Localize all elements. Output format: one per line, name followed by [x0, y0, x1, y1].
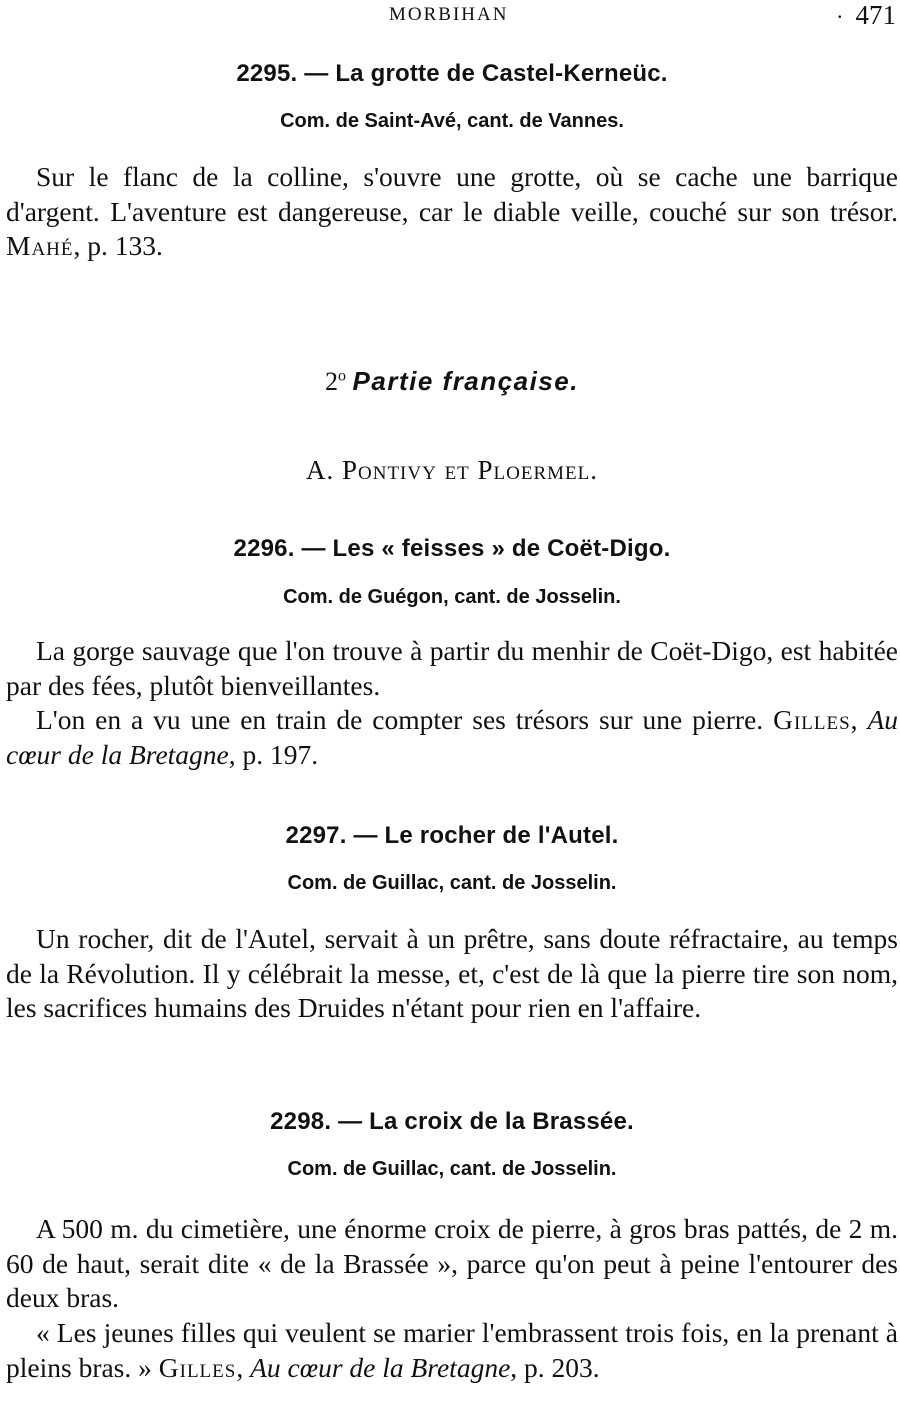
page-header — [0, 0, 900, 40]
citation-ref: , p. 197. — [228, 738, 319, 770]
section-number: 2 — [325, 367, 339, 396]
entry-heading: — La croix de la Brassée. — [338, 1108, 634, 1135]
paragraph-text: L'on en a vu une en train de compter ses trésors sur une pierre. — [36, 704, 774, 735]
entry-2297-location: Com. de Guillac, cant. de Josselin. — [287, 872, 617, 894]
entry-2298-paragraph-1: A 500 m. du cimetière, une énorme croix de pierre, à gros bras pattés, de 2 m. 60 de haut, serait dite « de la Brassée », parce qu'on peut à peine l'entourer des deux bras. — [6, 1213, 898, 1313]
page-number: · 471 — [836, 0, 896, 30]
citation-ref: , p. 203. — [510, 1351, 600, 1383]
entry-number: 2295. — [236, 60, 298, 87]
paragraph-text: Sur le flanc de la colline, s'ouvre une grotte, où se cache une barrique d'argent. L'aventure est dangereuse, car le diable veille, couché sur son trésor. — [6, 161, 898, 227]
subsection-title: Pontivy et Ploermel. — [341, 455, 599, 485]
citation-ref: , p. 133. — [73, 230, 163, 261]
citation-sep: , — [236, 1351, 251, 1383]
running-head: MORBIHAN — [389, 4, 509, 25]
entry-2298-title — [6, 1108, 898, 1136]
entry-heading: — La grotte de Castel-Kerneüc. — [304, 60, 668, 87]
citation-author: Mahé — [6, 230, 74, 261]
citation-sep: , — [850, 704, 868, 735]
section-ordinal: o — [338, 367, 347, 385]
entry-heading: — Le rocher de l'Autel. — [353, 822, 619, 849]
entry-2297-title — [6, 822, 898, 850]
entry-2295-title — [6, 60, 898, 88]
entry-2296-location: Com. de Guégon, cant. de Josselin. — [283, 586, 621, 608]
subsection-heading — [6, 455, 898, 486]
citation-author: Gilles — [773, 704, 851, 735]
entry-2295-paragraph — [6, 160, 898, 264]
citation-book: Au cœur de la Bretagne — [250, 1351, 511, 1383]
section-heading — [6, 366, 898, 397]
entry-2295-location: Com. de Saint-Avé, cant. de Vannes. — [280, 110, 624, 132]
paragraph-text: « Les jeunes filles qui veulent se marier l'embrassent trois fois, en la prenant à pleins bras. » — [6, 1317, 898, 1383]
citation-author: Gilles — [158, 1351, 237, 1383]
entry-2296-paragraph-2 — [6, 703, 898, 772]
subsection-letter: A. — [305, 455, 335, 485]
entry-number: 2296. — [233, 535, 295, 562]
page-number-value: 471 — [855, 0, 896, 30]
entry-number: 2298. — [270, 1108, 332, 1135]
citation-book: Au cœur de la Bretagne — [6, 704, 899, 770]
entry-2298-location: Com. de Guillac, cant. de Josselin. — [287, 1158, 617, 1180]
entry-2297-paragraph: Un rocher, dit de l'Autel, servait à un prêtre, sans doute réfractaire, au temps de la Révolution. Il y célébrait la messe, et, c'est de là que la pierre tire son nom, les sacrifices humains des Druides n'étant pour rien en l'affaire. — [6, 923, 898, 1023]
entry-number: 2297. — [285, 822, 347, 849]
entry-2296-paragraph-1: La gorge sauvage que l'on trouve à partir du menhir de Coët-Digo, est habitée par des fées, plutôt bienveillantes. — [6, 635, 898, 701]
section-title: Partie française. — [352, 366, 579, 396]
entry-2296-title — [6, 535, 898, 563]
entry-heading: — Les « feisses » de Coët-Digo. — [301, 535, 671, 562]
entry-2298-paragraph-2 — [6, 1316, 898, 1385]
